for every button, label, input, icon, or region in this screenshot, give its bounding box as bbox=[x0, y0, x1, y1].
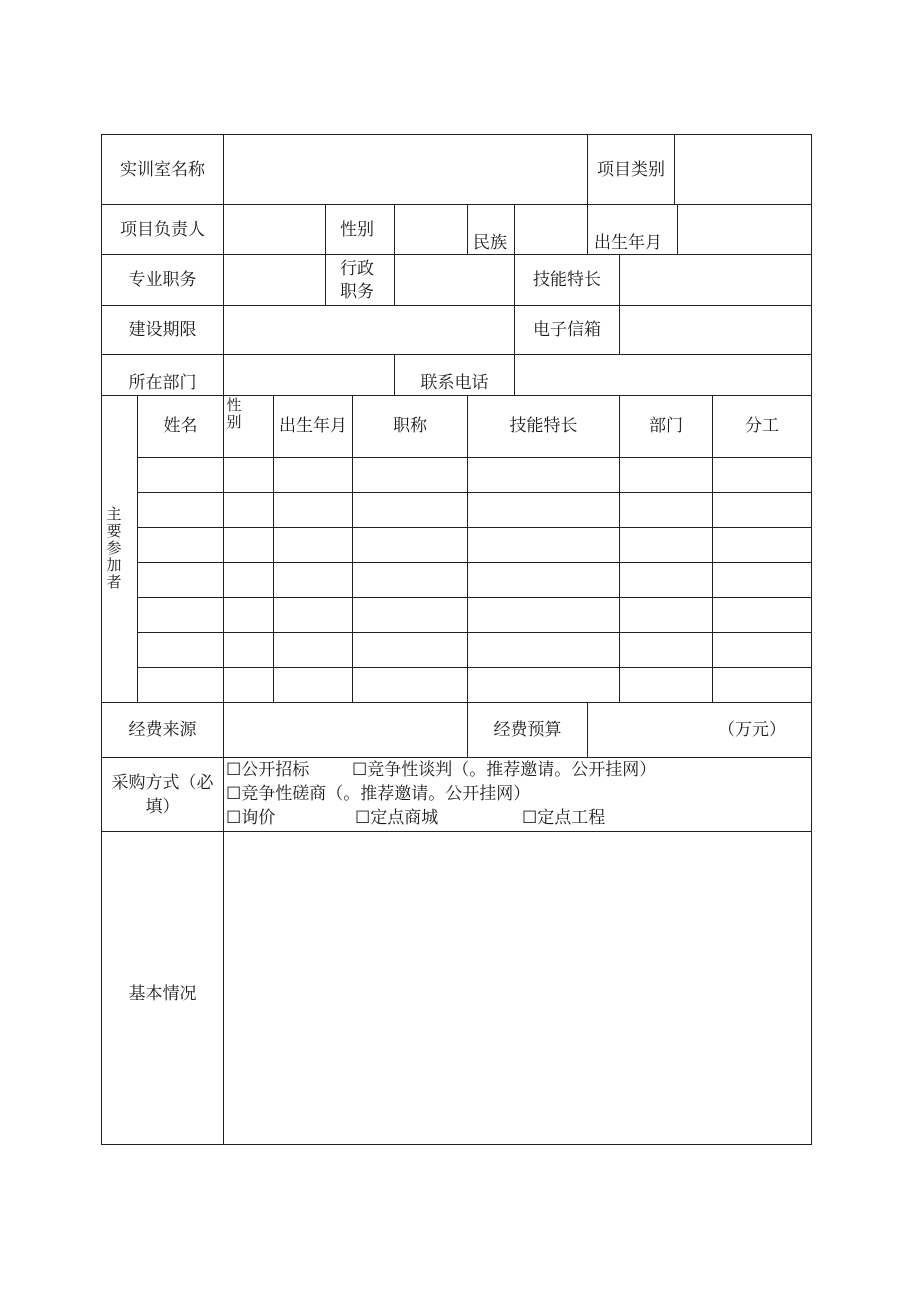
dept-label: 所在部门 bbox=[128, 373, 197, 393]
lab-name-label: 实训室名称 bbox=[120, 160, 205, 180]
ethnicity-field[interactable] bbox=[515, 205, 587, 254]
option-inquiry[interactable]: ☐询价 bbox=[226, 808, 276, 828]
procurement-label-1: 采购方式（必 bbox=[111, 773, 214, 793]
basic-info-label: 基本情况 bbox=[128, 984, 197, 1004]
participants-side-label: 主要参加者 bbox=[106, 505, 122, 591]
funding-source-label: 经费来源 bbox=[128, 720, 197, 740]
admin-label-1: 行政 bbox=[340, 259, 374, 279]
period-label: 建设期限 bbox=[128, 320, 197, 340]
participant-row[interactable] bbox=[138, 458, 811, 492]
row-divider bbox=[101, 757, 812, 758]
col-divider bbox=[587, 204, 588, 255]
lab-name-field[interactable] bbox=[224, 135, 587, 204]
birth-field[interactable] bbox=[678, 205, 811, 254]
leader-field[interactable] bbox=[224, 205, 325, 254]
admin-label-2: 职务 bbox=[340, 282, 374, 302]
option-open-tender[interactable]: ☐公开招标 bbox=[226, 760, 310, 780]
budget-unit: （万元） bbox=[718, 720, 786, 740]
row-divider bbox=[101, 395, 812, 396]
col-header-title: 职称 bbox=[393, 416, 427, 436]
option-designated-mall[interactable]: ☐定点商城 bbox=[355, 808, 439, 828]
project-type-label: 项目类别 bbox=[597, 160, 665, 180]
funding-source-field[interactable] bbox=[224, 703, 467, 757]
participant-row[interactable] bbox=[138, 493, 811, 527]
participant-row[interactable] bbox=[138, 633, 811, 667]
period-field[interactable] bbox=[224, 306, 514, 354]
option-competitive-consultation[interactable]: ☐竞争性磋商（。推荐邀请。公开挂网） bbox=[226, 784, 531, 804]
ethnicity-label: 民族 bbox=[473, 233, 507, 253]
col-header-birth: 出生年月 bbox=[279, 416, 347, 436]
gender-field[interactable] bbox=[395, 205, 467, 254]
col-header-skill: 技能特长 bbox=[509, 416, 578, 436]
phone-field[interactable] bbox=[515, 355, 811, 395]
admin-field[interactable] bbox=[395, 255, 514, 305]
skill-field[interactable] bbox=[620, 255, 811, 305]
project-type-field[interactable] bbox=[675, 135, 811, 204]
col-divider bbox=[325, 204, 326, 255]
dept-field[interactable] bbox=[224, 355, 394, 395]
email-label: 电子信箱 bbox=[533, 320, 601, 340]
participant-row[interactable] bbox=[138, 528, 811, 562]
gender-label: 性别 bbox=[340, 220, 374, 240]
col-header-name: 姓名 bbox=[163, 416, 198, 436]
basic-info-field[interactable] bbox=[224, 832, 811, 1144]
participant-row[interactable] bbox=[138, 563, 811, 597]
option-designated-project[interactable]: ☐定点工程 bbox=[522, 808, 606, 828]
phone-label: 联系电话 bbox=[420, 373, 489, 393]
participant-row[interactable] bbox=[138, 668, 811, 702]
col-header-dept: 部门 bbox=[649, 416, 683, 436]
table-border-right bbox=[811, 134, 812, 1145]
col-divider bbox=[325, 254, 326, 306]
title-field[interactable] bbox=[224, 255, 325, 305]
col-header-role: 分工 bbox=[745, 416, 779, 436]
participant-row[interactable] bbox=[138, 598, 811, 632]
col-divider bbox=[467, 204, 468, 255]
budget-label: 经费预算 bbox=[493, 720, 562, 740]
option-competitive-negotiation[interactable]: ☐竞争性谈判（。推荐邀请。公开挂网） bbox=[352, 760, 657, 780]
title-label: 专业职务 bbox=[128, 270, 197, 290]
col-header-gender: 性别 bbox=[226, 396, 242, 431]
skill-label: 技能特长 bbox=[533, 270, 601, 290]
email-field[interactable] bbox=[620, 306, 811, 354]
leader-label: 项目负责人 bbox=[120, 220, 205, 240]
procurement-label-2: 填） bbox=[145, 797, 180, 817]
birth-label: 出生年月 bbox=[594, 233, 662, 253]
table-border-bottom bbox=[101, 1144, 812, 1145]
